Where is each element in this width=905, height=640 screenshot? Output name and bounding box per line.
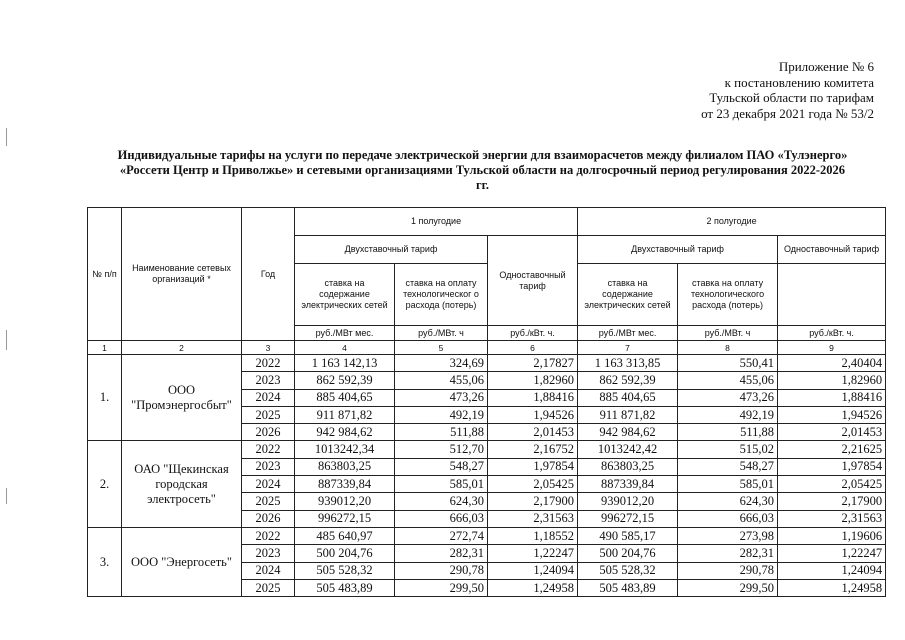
header-rate-loss-h2: ставка на оплату технологического расхода (потерь): [678, 264, 778, 326]
value-cell: 1013242,42: [578, 441, 678, 458]
value-cell: 1,88416: [778, 389, 886, 406]
value-cell: 2,16752: [488, 441, 578, 458]
value-cell: 1,94526: [778, 406, 886, 423]
value-cell: 505 528,32: [295, 562, 395, 579]
year-cell: 2022: [242, 441, 295, 458]
year-cell: 2024: [242, 389, 295, 406]
value-cell: 885 404,65: [295, 389, 395, 406]
tariff-table: [87, 207, 886, 597]
value-cell: 863803,25: [578, 458, 678, 475]
year-cell: 2025: [242, 579, 295, 596]
value-cell: 585,01: [395, 476, 488, 493]
value-cell: 282,31: [395, 545, 488, 562]
value-cell: 500 204,76: [295, 545, 395, 562]
value-cell: 500 204,76: [578, 545, 678, 562]
value-cell: 585,01: [678, 476, 778, 493]
binding-mark: [6, 330, 7, 350]
value-cell: 2,31563: [488, 510, 578, 527]
value-cell: 996272,15: [578, 510, 678, 527]
value-cell: 887339,84: [295, 476, 395, 493]
value-cell: 473,26: [678, 389, 778, 406]
year-cell: 2023: [242, 545, 295, 562]
value-cell: 1,22247: [778, 545, 886, 562]
value-cell: 939012,20: [578, 493, 678, 510]
value-cell: 2,17827: [488, 355, 578, 372]
year-cell: 2022: [242, 355, 295, 372]
year-cell: 2026: [242, 424, 295, 441]
value-cell: 1,94526: [488, 406, 578, 423]
value-cell: 2,40404: [778, 355, 886, 372]
value-cell: 515,02: [678, 441, 778, 458]
value-cell: 1,97854: [778, 458, 886, 475]
binding-mark: [6, 128, 7, 146]
header-org: Наименование сетевых организаций *: [122, 208, 242, 341]
org-number: 3.: [88, 527, 122, 596]
value-cell: 512,70: [395, 441, 488, 458]
value-cell: 324,69: [395, 355, 488, 372]
header-two-part-h1: Двухставочный тариф: [295, 236, 488, 264]
header-two-part-h2: Двухставочный тариф: [578, 236, 778, 264]
value-cell: 942 984,62: [295, 424, 395, 441]
value-cell: 1,18552: [488, 527, 578, 544]
header-single-part-h2: Одноставочный тариф: [778, 236, 886, 264]
value-cell: 2,17900: [488, 493, 578, 510]
value-cell: 624,30: [395, 493, 488, 510]
value-cell: 2,01453: [488, 424, 578, 441]
unit-single-h1: руб./кВт. ч.: [488, 326, 578, 341]
value-cell: 505 483,89: [295, 579, 395, 596]
header-half-1: 1 полугодие: [295, 208, 578, 236]
appendix-line: Приложение № 6: [778, 59, 874, 74]
header-rate-maint-h2: ставка на содержание электрических сетей: [578, 264, 678, 326]
value-cell: 272,74: [395, 527, 488, 544]
value-cell: 548,27: [678, 458, 778, 475]
value-cell: 455,06: [395, 372, 488, 389]
document-title: [80, 148, 885, 193]
value-cell: 887339,84: [578, 476, 678, 493]
value-cell: 273,98: [678, 527, 778, 544]
header-empty: [778, 264, 886, 326]
value-cell: 1,24094: [778, 562, 886, 579]
header-single-part-h1: Одноставочный тариф: [488, 236, 578, 326]
value-cell: 939012,20: [295, 493, 395, 510]
value-cell: 666,03: [395, 510, 488, 527]
unit-maint-h1: руб./МВт мес.: [295, 326, 395, 341]
unit-loss-h2: руб./МВт. ч: [678, 326, 778, 341]
year-cell: 2025: [242, 493, 295, 510]
column-number: 1: [88, 341, 122, 355]
value-cell: 485 640,97: [295, 527, 395, 544]
value-cell: 1,82960: [488, 372, 578, 389]
year-cell: 2022: [242, 527, 295, 544]
org-name: ООО "Энергосеть": [122, 527, 242, 596]
value-cell: 1,24958: [778, 579, 886, 596]
year-cell: 2024: [242, 562, 295, 579]
value-cell: 2,05425: [778, 476, 886, 493]
value-cell: 666,03: [678, 510, 778, 527]
title-line: гг.: [475, 178, 490, 192]
value-cell: 548,27: [395, 458, 488, 475]
value-cell: 282,31: [678, 545, 778, 562]
value-cell: 911 871,82: [578, 406, 678, 423]
column-number: 7: [578, 341, 678, 355]
column-number: 6: [488, 341, 578, 355]
value-cell: 1013242,34: [295, 441, 395, 458]
value-cell: 942 984,62: [578, 424, 678, 441]
appendix-line: от 23 декабря 2021 года № 53/2: [701, 105, 874, 121]
value-cell: 624,30: [678, 493, 778, 510]
year-cell: 2026: [242, 510, 295, 527]
year-cell: 2023: [242, 458, 295, 475]
value-cell: 1,24958: [488, 579, 578, 596]
value-cell: 2,05425: [488, 476, 578, 493]
unit-single-h2: руб./кВт. ч.: [778, 326, 886, 341]
value-cell: 996272,15: [295, 510, 395, 527]
org-name: ООО "Промэнергосбыт": [122, 355, 242, 441]
value-cell: 1 163 313,85: [578, 355, 678, 372]
header-rate-maint-h1: ставка на содержание электрических сетей: [295, 264, 395, 326]
value-cell: 505 483,89: [578, 579, 678, 596]
value-cell: 550,41: [678, 355, 778, 372]
value-cell: 862 592,39: [578, 372, 678, 389]
value-cell: 505 528,32: [578, 562, 678, 579]
value-cell: 492,19: [678, 406, 778, 423]
header-half-2: 2 полугодие: [578, 208, 886, 236]
title-line: Индивидуальные тарифы на услуги по передаче электрической энергии для взаиморасчетов между филиалом ПАО «Тулэнерго»: [117, 148, 848, 162]
header-year: Год: [242, 208, 295, 341]
table-row: [88, 527, 886, 544]
org-number: 1.: [88, 355, 122, 441]
value-cell: 863803,25: [295, 458, 395, 475]
column-number: 5: [395, 341, 488, 355]
value-cell: 885 404,65: [578, 389, 678, 406]
value-cell: 1 163 142,13: [295, 355, 395, 372]
value-cell: 299,50: [395, 579, 488, 596]
value-cell: 1,22247: [488, 545, 578, 562]
value-cell: 1,97854: [488, 458, 578, 475]
value-cell: 473,26: [395, 389, 488, 406]
appendix-line: к постановлению комитета: [724, 74, 874, 90]
value-cell: 1,88416: [488, 389, 578, 406]
value-cell: 1,82960: [778, 372, 886, 389]
column-number: 4: [295, 341, 395, 355]
value-cell: 511,88: [395, 424, 488, 441]
value-cell: 2,01453: [778, 424, 886, 441]
table-row: [88, 441, 886, 458]
title-line: «Россети Центр и Приволжье» и сетевыми организациями Тульской области на долгосрочный период регулирования 2022-2026: [119, 163, 846, 177]
value-cell: 299,50: [678, 579, 778, 596]
year-cell: 2024: [242, 476, 295, 493]
year-cell: 2023: [242, 372, 295, 389]
appendix-block: [701, 59, 874, 121]
value-cell: 1,19606: [778, 527, 886, 544]
column-number: 8: [678, 341, 778, 355]
org-name: ОАО "Щекинская городская электросеть": [122, 441, 242, 527]
value-cell: 455,06: [678, 372, 778, 389]
column-number: 9: [778, 341, 886, 355]
binding-mark: [6, 488, 7, 504]
value-cell: 1,24094: [488, 562, 578, 579]
column-number: 3: [242, 341, 295, 355]
value-cell: 2,17900: [778, 493, 886, 510]
value-cell: 290,78: [678, 562, 778, 579]
value-cell: 511,88: [678, 424, 778, 441]
table-row: [88, 355, 886, 372]
column-number: 2: [122, 341, 242, 355]
appendix-line: Тульской области по тарифам: [709, 90, 874, 105]
org-number: 2.: [88, 441, 122, 527]
value-cell: 490 585,17: [578, 527, 678, 544]
value-cell: 2,31563: [778, 510, 886, 527]
unit-loss-h1: руб./МВт. ч: [395, 326, 488, 341]
year-cell: 2025: [242, 406, 295, 423]
value-cell: 2,21625: [778, 441, 886, 458]
value-cell: 862 592,39: [295, 372, 395, 389]
value-cell: 290,78: [395, 562, 488, 579]
unit-maint-h2: руб./МВт мес.: [578, 326, 678, 341]
header-rate-loss-h1: ставка на оплату технологическог о расхода (потерь): [395, 264, 488, 326]
header-num: № п/п: [88, 208, 122, 341]
value-cell: 492,19: [395, 406, 488, 423]
value-cell: 911 871,82: [295, 406, 395, 423]
